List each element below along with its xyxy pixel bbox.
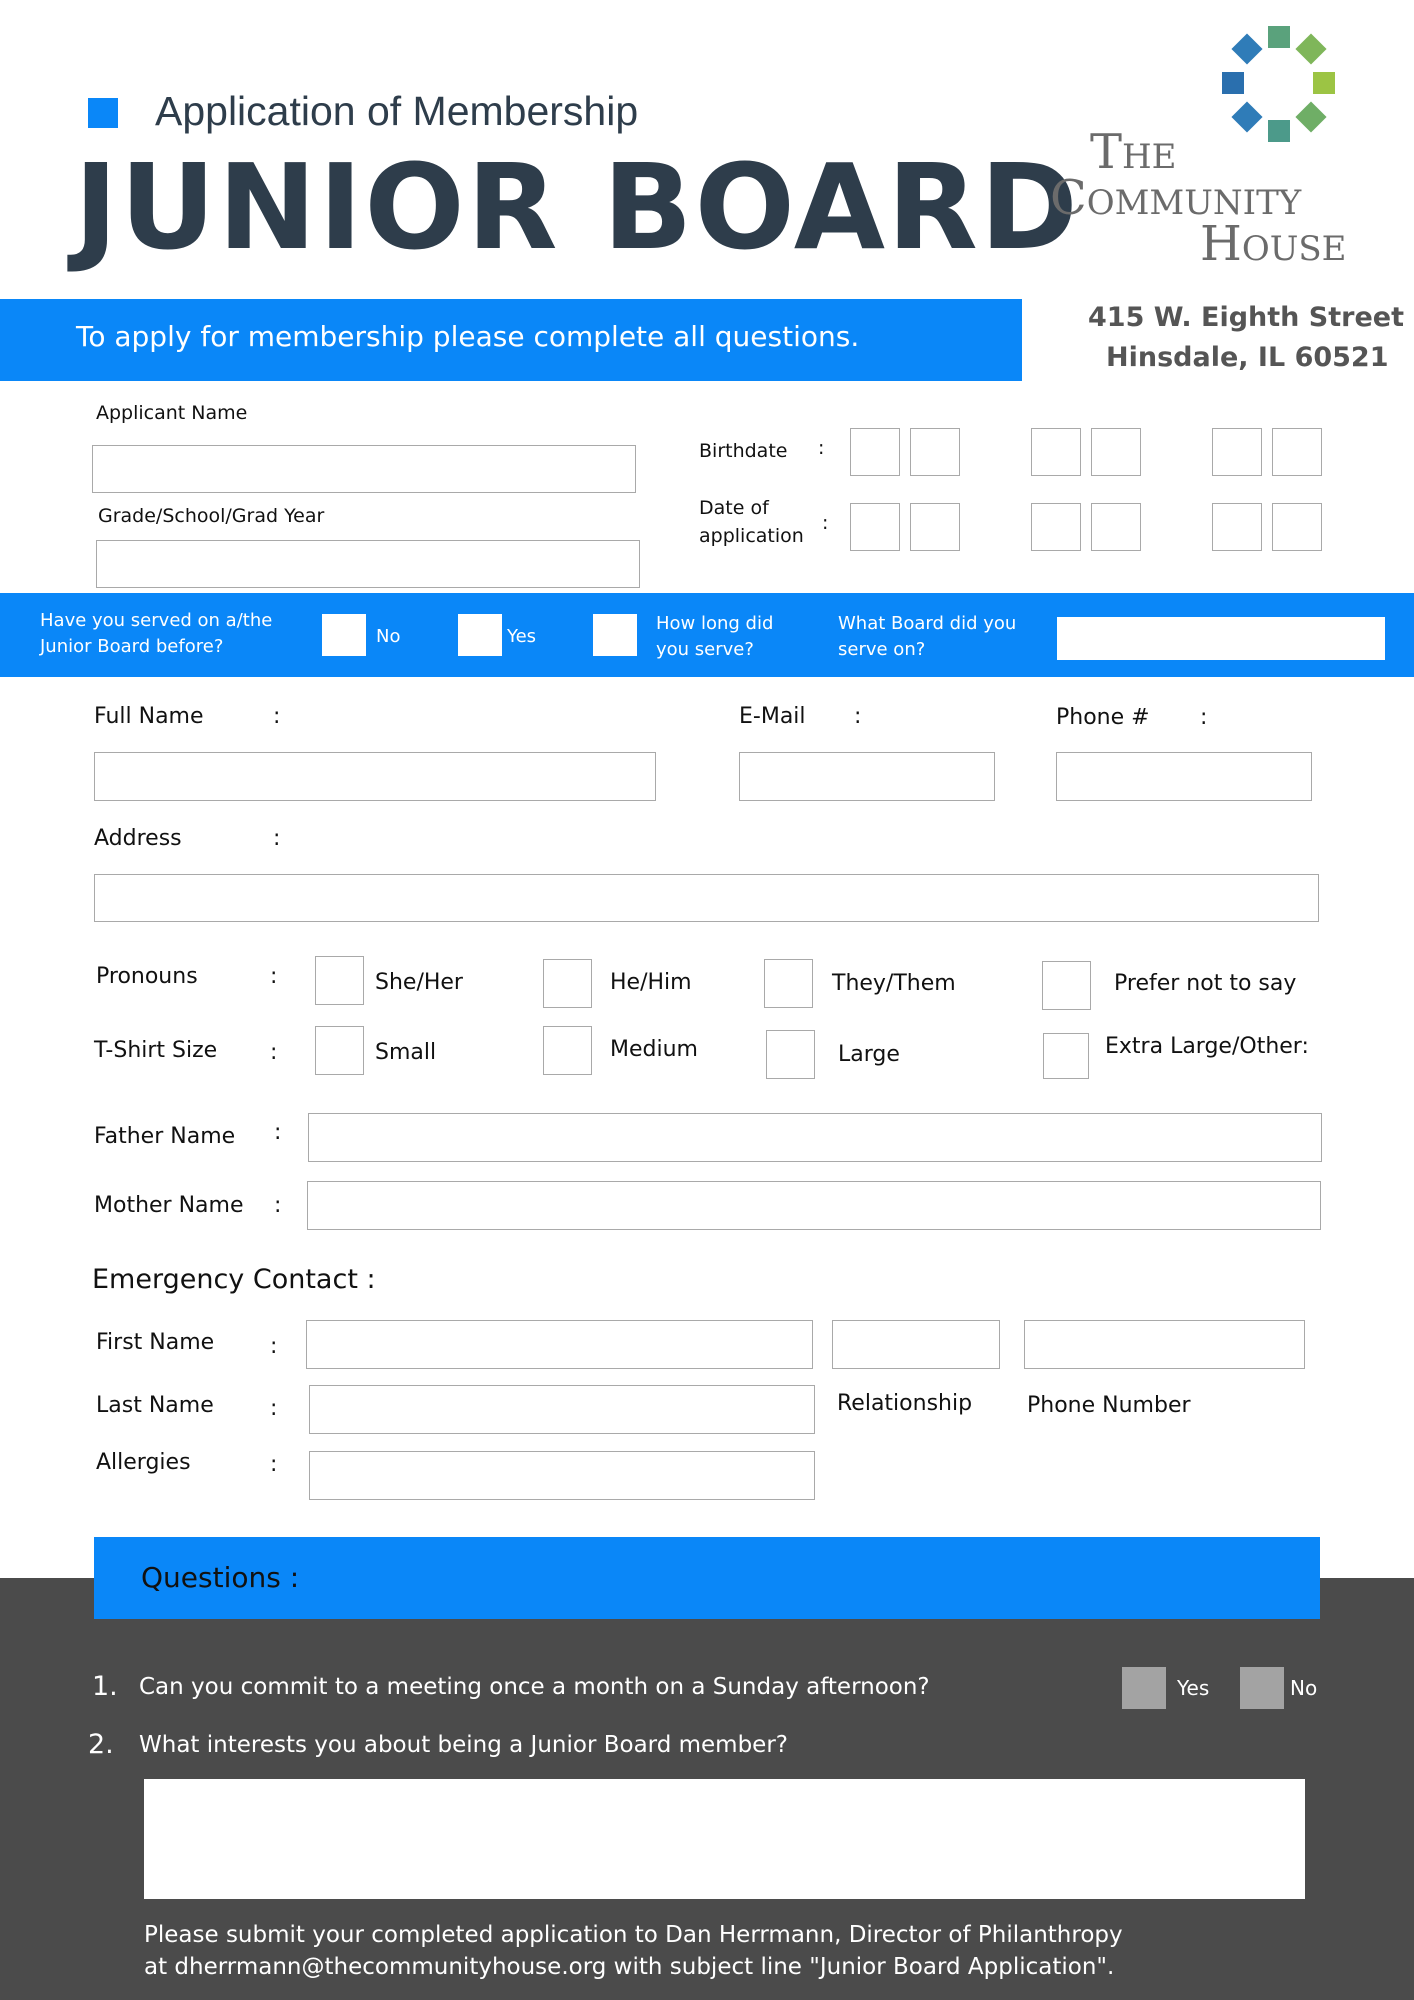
- emergency-phone-input[interactable]: [1024, 1320, 1305, 1369]
- footer-line2: at dherrmann@thecommunityhouse.org with subject line "Junior Board Application".: [144, 1954, 1115, 1980]
- tshirt-medium-checkbox[interactable]: [543, 1026, 592, 1075]
- pronoun-he-label: He/Him: [610, 970, 692, 995]
- question-1-no-label: No: [1290, 1676, 1318, 1700]
- question-1-yes-checkbox[interactable]: [1122, 1667, 1166, 1709]
- grade-label: Grade/School/Grad Year: [98, 505, 325, 527]
- full-name-input[interactable]: [94, 752, 656, 801]
- date-app-digit-box[interactable]: [1272, 503, 1322, 551]
- subtitle-square: [88, 98, 118, 128]
- questions-heading: Questions :: [141, 1561, 300, 1594]
- father-name-colon: :: [274, 1120, 282, 1145]
- date-app-label-line1: Date of: [699, 497, 769, 519]
- what-board-label-line1: What Board did you: [838, 613, 1017, 634]
- birthdate-digit-box[interactable]: [910, 428, 960, 476]
- mother-name-label: Mother Name: [94, 1193, 244, 1218]
- tshirt-xl-checkbox[interactable]: [1043, 1033, 1089, 1079]
- phone-colon: :: [1200, 705, 1208, 730]
- tshirt-large-checkbox[interactable]: [766, 1030, 815, 1079]
- emergency-last-name-input[interactable]: [309, 1385, 815, 1434]
- address-line2: Hinsdale, IL 60521: [1106, 342, 1389, 373]
- applicant-name-label: Applicant Name: [96, 402, 248, 424]
- served-question-line1: Have you served on a/the: [40, 610, 273, 631]
- full-name-label: Full Name: [94, 704, 204, 729]
- birthdate-digit-box[interactable]: [850, 428, 900, 476]
- address-label: Address: [94, 826, 182, 851]
- father-name-input[interactable]: [308, 1113, 1322, 1162]
- how-long-input[interactable]: [593, 614, 637, 656]
- subtitle: Application of Membership: [155, 88, 639, 134]
- logo-text-house: House: [1200, 216, 1347, 272]
- birthdate-digit-box[interactable]: [1091, 428, 1141, 476]
- relationship-label: Relationship: [837, 1391, 973, 1416]
- pronoun-prefer-not-label: Prefer not to say: [1114, 971, 1297, 996]
- full-name-colon: :: [273, 704, 281, 729]
- birthdate-label: Birthdate: [699, 440, 788, 462]
- question-2-text: What interests you about being a Junior Board member?: [139, 1732, 788, 1758]
- pronoun-she-label: She/Her: [375, 970, 463, 995]
- date-app-digit-box[interactable]: [850, 503, 900, 551]
- logo-petals: [1222, 26, 1335, 142]
- allergies-colon: :: [270, 1452, 278, 1477]
- footer-line1: Please submit your completed application to Dan Herrmann, Director of Philanthropy: [144, 1922, 1123, 1948]
- served-question-line2: Junior Board before?: [40, 636, 224, 657]
- tshirt-label: T-Shirt Size: [94, 1038, 218, 1063]
- logo-icon: [1200, 20, 1350, 160]
- question-2-answer-textarea[interactable]: [144, 1779, 1305, 1899]
- question-1-yes-label: Yes: [1177, 1676, 1210, 1700]
- email-input[interactable]: [739, 752, 995, 801]
- emergency-relationship-input[interactable]: [832, 1320, 1000, 1369]
- question-1-no-checkbox[interactable]: [1240, 1667, 1284, 1709]
- how-long-label-line1: How long did: [656, 613, 774, 634]
- pronoun-they-checkbox[interactable]: [764, 959, 813, 1008]
- what-board-label-line2: serve on?: [838, 639, 926, 660]
- tshirt-xl-label: Extra Large/Other:: [1105, 1034, 1309, 1059]
- grade-input[interactable]: [96, 540, 640, 588]
- pronouns-colon: :: [270, 964, 278, 989]
- tshirt-medium-label: Medium: [610, 1037, 698, 1062]
- logo-text-community: Community: [1050, 170, 1302, 226]
- served-no-label: No: [376, 626, 401, 647]
- instruction-text: To apply for membership please complete all questions.: [76, 320, 860, 353]
- what-board-input[interactable]: [1057, 617, 1385, 660]
- pronoun-he-checkbox[interactable]: [543, 959, 592, 1008]
- date-app-colon: :: [822, 512, 829, 534]
- date-app-digit-box[interactable]: [1031, 503, 1081, 551]
- logo-text-the: The: [1090, 124, 1177, 180]
- address-colon: :: [273, 826, 281, 851]
- pronoun-they-label: They/Them: [832, 971, 956, 996]
- email-label: E-Mail: [739, 704, 806, 729]
- emergency-last-name-colon: :: [270, 1396, 278, 1421]
- tshirt-small-checkbox[interactable]: [315, 1026, 364, 1075]
- question-2-number: 2.: [88, 1729, 114, 1760]
- emergency-first-name-input[interactable]: [306, 1320, 813, 1369]
- served-yes-checkbox[interactable]: [458, 614, 502, 656]
- date-app-digit-box[interactable]: [1212, 503, 1262, 551]
- birthdate-colon: :: [818, 437, 825, 459]
- served-yes-label: Yes: [507, 626, 537, 647]
- how-long-label-line2: you serve?: [656, 639, 754, 660]
- applicant-name-input[interactable]: [92, 445, 636, 493]
- question-1-text: Can you commit to a meeting once a month on a Sunday afternoon?: [139, 1674, 930, 1700]
- allergies-input[interactable]: [309, 1451, 815, 1500]
- question-1-number: 1.: [92, 1671, 118, 1702]
- emergency-last-name-label: Last Name: [96, 1393, 214, 1418]
- address-line1: 415 W. Eighth Street: [1088, 302, 1404, 333]
- address-input[interactable]: [94, 874, 1319, 922]
- date-app-label-line2: application: [699, 525, 804, 547]
- birthdate-digit-box[interactable]: [1031, 428, 1081, 476]
- mother-name-colon: :: [274, 1193, 282, 1218]
- page-title: JUNIOR BOARD: [74, 138, 1080, 276]
- tshirt-small-label: Small: [375, 1040, 437, 1065]
- emergency-first-name-colon: :: [270, 1334, 278, 1359]
- pronoun-she-checkbox[interactable]: [315, 956, 364, 1005]
- tshirt-colon: :: [270, 1040, 278, 1065]
- birthdate-digit-box[interactable]: [1212, 428, 1262, 476]
- phone-label: Phone #: [1056, 705, 1150, 730]
- email-colon: :: [854, 704, 862, 729]
- emergency-heading: Emergency Contact :: [92, 1264, 376, 1295]
- mother-name-input[interactable]: [307, 1181, 1321, 1230]
- pronouns-label: Pronouns: [96, 964, 198, 989]
- father-name-label: Father Name: [94, 1124, 236, 1149]
- allergies-label: Allergies: [96, 1450, 191, 1475]
- birthdate-digit-box[interactable]: [1272, 428, 1322, 476]
- date-app-digit-box[interactable]: [910, 503, 960, 551]
- phone-number-label: Phone Number: [1027, 1393, 1191, 1418]
- date-app-digit-box[interactable]: [1091, 503, 1141, 551]
- emergency-first-name-label: First Name: [96, 1330, 215, 1355]
- tshirt-large-label: Large: [838, 1042, 900, 1067]
- served-no-checkbox[interactable]: [322, 614, 366, 656]
- pronoun-prefer-not-checkbox[interactable]: [1042, 961, 1091, 1010]
- phone-input[interactable]: [1056, 752, 1312, 801]
